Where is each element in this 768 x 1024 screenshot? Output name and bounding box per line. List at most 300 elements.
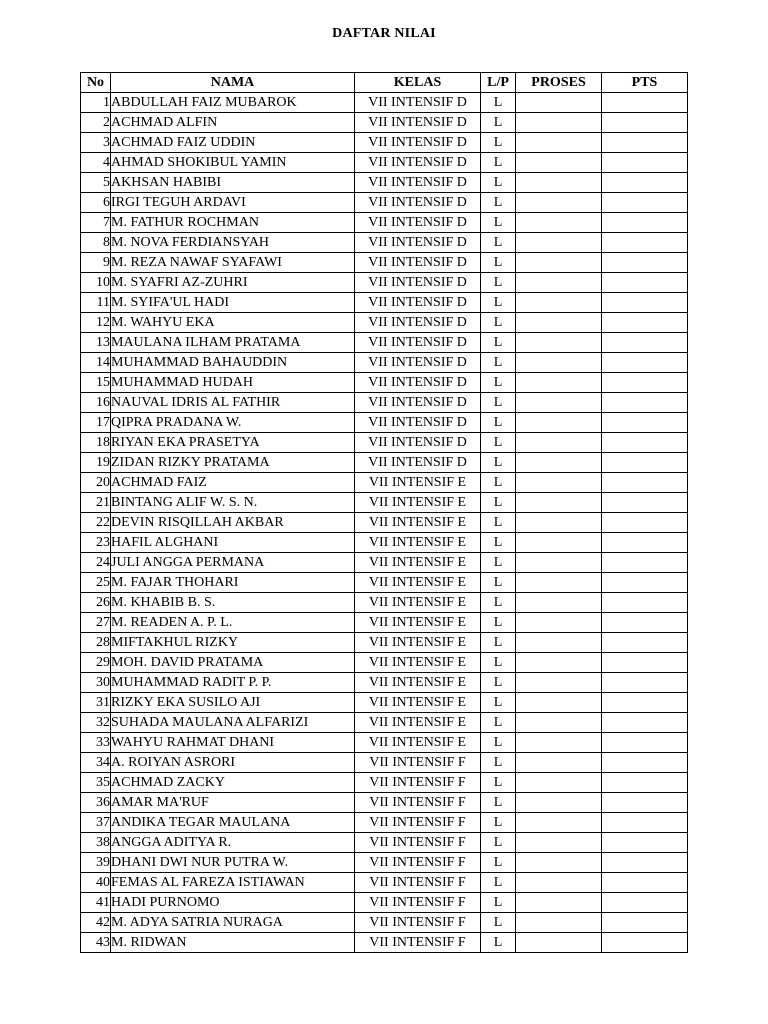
cell-kelas: VII INTENSIF E bbox=[355, 553, 481, 573]
cell-no: 26 bbox=[81, 593, 111, 613]
cell-lp: L bbox=[481, 393, 516, 413]
cell-proses bbox=[516, 693, 602, 713]
cell-pts bbox=[602, 573, 688, 593]
cell-pts bbox=[602, 613, 688, 633]
table-row bbox=[81, 313, 688, 333]
cell-lp: L bbox=[481, 773, 516, 793]
cell-proses bbox=[516, 933, 602, 953]
cell-nama: M. REZA NAWAF SYAFAWI bbox=[111, 253, 355, 273]
column-header-kelas: KELAS bbox=[355, 73, 481, 93]
cell-no: 36 bbox=[81, 793, 111, 813]
cell-pts bbox=[602, 493, 688, 513]
cell-proses bbox=[516, 813, 602, 833]
cell-nama: ACHMAD ALFIN bbox=[111, 113, 355, 133]
cell-pts bbox=[602, 673, 688, 693]
cell-no: 12 bbox=[81, 313, 111, 333]
cell-no: 31 bbox=[81, 693, 111, 713]
table-row bbox=[81, 293, 688, 313]
cell-lp: L bbox=[481, 933, 516, 953]
cell-proses bbox=[516, 113, 602, 133]
cell-proses bbox=[516, 633, 602, 653]
cell-kelas: VII INTENSIF D bbox=[355, 173, 481, 193]
column-header-proses: PROSES bbox=[516, 73, 602, 93]
cell-no: 15 bbox=[81, 373, 111, 393]
cell-kelas: VII INTENSIF D bbox=[355, 213, 481, 233]
cell-pts bbox=[602, 133, 688, 153]
cell-kelas: VII INTENSIF D bbox=[355, 333, 481, 353]
cell-nama: SUHADA MAULANA ALFARIZI bbox=[111, 713, 355, 733]
cell-pts bbox=[602, 633, 688, 653]
cell-nama: M. FAJAR THOHARI bbox=[111, 573, 355, 593]
cell-nama: A. ROIYAN ASRORI bbox=[111, 753, 355, 773]
cell-proses bbox=[516, 893, 602, 913]
column-header-lp: L/P bbox=[481, 73, 516, 93]
cell-lp: L bbox=[481, 533, 516, 553]
cell-nama: AKHSAN HABIBI bbox=[111, 173, 355, 193]
cell-proses bbox=[516, 413, 602, 433]
cell-lp: L bbox=[481, 713, 516, 733]
table-row bbox=[81, 573, 688, 593]
cell-kelas: VII INTENSIF D bbox=[355, 353, 481, 373]
cell-no: 11 bbox=[81, 293, 111, 313]
column-header-no: No bbox=[81, 73, 111, 93]
cell-pts bbox=[602, 593, 688, 613]
cell-nama: RIYAN EKA PRASETYA bbox=[111, 433, 355, 453]
cell-nama: M. KHABIB B. S. bbox=[111, 593, 355, 613]
cell-proses bbox=[516, 593, 602, 613]
cell-pts bbox=[602, 553, 688, 573]
grade-table bbox=[80, 72, 688, 953]
cell-nama: M. NOVA FERDIANSYAH bbox=[111, 233, 355, 253]
cell-lp: L bbox=[481, 193, 516, 213]
cell-no: 10 bbox=[81, 273, 111, 293]
table-row bbox=[81, 893, 688, 913]
cell-no: 41 bbox=[81, 893, 111, 913]
table-row bbox=[81, 753, 688, 773]
cell-nama: MUHAMMAD BAHAUDDIN bbox=[111, 353, 355, 373]
cell-lp: L bbox=[481, 753, 516, 773]
cell-nama: MOH. DAVID PRATAMA bbox=[111, 653, 355, 673]
cell-proses bbox=[516, 793, 602, 813]
cell-pts bbox=[602, 733, 688, 753]
cell-proses bbox=[516, 153, 602, 173]
cell-proses bbox=[516, 653, 602, 673]
cell-nama: M. SYAFRI AZ-ZUHRI bbox=[111, 273, 355, 293]
cell-nama: M. RIDWAN bbox=[111, 933, 355, 953]
cell-nama: JULI ANGGA PERMANA bbox=[111, 553, 355, 573]
cell-nama: MUHAMMAD RADIT P. P. bbox=[111, 673, 355, 693]
cell-no: 42 bbox=[81, 913, 111, 933]
cell-proses bbox=[516, 553, 602, 573]
cell-proses bbox=[516, 353, 602, 373]
cell-lp: L bbox=[481, 913, 516, 933]
cell-pts bbox=[602, 353, 688, 373]
cell-pts bbox=[602, 273, 688, 293]
cell-no: 37 bbox=[81, 813, 111, 833]
cell-kelas: VII INTENSIF D bbox=[355, 373, 481, 393]
table-row bbox=[81, 133, 688, 153]
cell-lp: L bbox=[481, 453, 516, 473]
cell-kelas: VII INTENSIF E bbox=[355, 653, 481, 673]
cell-lp: L bbox=[481, 213, 516, 233]
cell-no: 3 bbox=[81, 133, 111, 153]
cell-kelas: VII INTENSIF F bbox=[355, 753, 481, 773]
cell-kelas: VII INTENSIF D bbox=[355, 293, 481, 313]
table-row bbox=[81, 733, 688, 753]
cell-kelas: VII INTENSIF D bbox=[355, 133, 481, 153]
column-header-nama: NAMA bbox=[111, 73, 355, 93]
cell-pts bbox=[602, 213, 688, 233]
cell-kelas: VII INTENSIF E bbox=[355, 693, 481, 713]
cell-no: 8 bbox=[81, 233, 111, 253]
cell-kelas: VII INTENSIF D bbox=[355, 113, 481, 133]
cell-lp: L bbox=[481, 873, 516, 893]
cell-pts bbox=[602, 533, 688, 553]
cell-kelas: VII INTENSIF D bbox=[355, 313, 481, 333]
page-title: DAFTAR NILAI bbox=[332, 26, 436, 41]
table-row bbox=[81, 373, 688, 393]
table-row bbox=[81, 93, 688, 113]
cell-kelas: VII INTENSIF F bbox=[355, 933, 481, 953]
cell-pts bbox=[602, 113, 688, 133]
cell-pts bbox=[602, 413, 688, 433]
cell-nama: IRGI TEGUH ARDAVI bbox=[111, 193, 355, 213]
cell-no: 6 bbox=[81, 193, 111, 213]
cell-proses bbox=[516, 313, 602, 333]
cell-proses bbox=[516, 373, 602, 393]
cell-proses bbox=[516, 253, 602, 273]
cell-no: 30 bbox=[81, 673, 111, 693]
cell-no: 28 bbox=[81, 633, 111, 653]
cell-lp: L bbox=[481, 593, 516, 613]
cell-kelas: VII INTENSIF F bbox=[355, 873, 481, 893]
cell-pts bbox=[602, 513, 688, 533]
cell-proses bbox=[516, 573, 602, 593]
cell-kelas: VII INTENSIF E bbox=[355, 633, 481, 653]
cell-proses bbox=[516, 293, 602, 313]
table-row bbox=[81, 773, 688, 793]
cell-no: 1 bbox=[81, 93, 111, 113]
cell-kelas: VII INTENSIF D bbox=[355, 253, 481, 273]
cell-no: 38 bbox=[81, 833, 111, 853]
table-row bbox=[81, 233, 688, 253]
cell-lp: L bbox=[481, 173, 516, 193]
table-row bbox=[81, 793, 688, 813]
cell-pts bbox=[602, 833, 688, 853]
cell-proses bbox=[516, 233, 602, 253]
cell-no: 16 bbox=[81, 393, 111, 413]
header-row bbox=[81, 73, 688, 93]
cell-nama: ACHMAD FAIZ bbox=[111, 473, 355, 493]
cell-no: 14 bbox=[81, 353, 111, 373]
cell-nama: BINTANG ALIF W. S. N. bbox=[111, 493, 355, 513]
cell-lp: L bbox=[481, 573, 516, 593]
table-row bbox=[81, 393, 688, 413]
cell-no: 23 bbox=[81, 533, 111, 553]
cell-proses bbox=[516, 873, 602, 893]
cell-nama: ABDULLAH FAIZ MUBAROK bbox=[111, 93, 355, 113]
cell-pts bbox=[602, 793, 688, 813]
cell-lp: L bbox=[481, 653, 516, 673]
table-row bbox=[81, 273, 688, 293]
table-row bbox=[81, 513, 688, 533]
cell-nama: HADI PURNOMO bbox=[111, 893, 355, 913]
cell-proses bbox=[516, 913, 602, 933]
cell-lp: L bbox=[481, 613, 516, 633]
table-row bbox=[81, 933, 688, 953]
cell-no: 40 bbox=[81, 873, 111, 893]
cell-lp: L bbox=[481, 253, 516, 273]
cell-nama: WAHYU RAHMAT DHANI bbox=[111, 733, 355, 753]
cell-nama: M. READEN A. P. L. bbox=[111, 613, 355, 633]
cell-pts bbox=[602, 693, 688, 713]
table-row bbox=[81, 473, 688, 493]
cell-pts bbox=[602, 333, 688, 353]
cell-no: 29 bbox=[81, 653, 111, 673]
table-row bbox=[81, 353, 688, 373]
cell-pts bbox=[602, 773, 688, 793]
cell-no: 4 bbox=[81, 153, 111, 173]
cell-kelas: VII INTENSIF E bbox=[355, 733, 481, 753]
cell-pts bbox=[602, 393, 688, 413]
cell-nama: NAUVAL IDRIS AL FATHIR bbox=[111, 393, 355, 413]
cell-proses bbox=[516, 93, 602, 113]
cell-proses bbox=[516, 833, 602, 853]
cell-kelas: VII INTENSIF F bbox=[355, 893, 481, 913]
cell-kelas: VII INTENSIF D bbox=[355, 153, 481, 173]
table-row bbox=[81, 493, 688, 513]
cell-pts bbox=[602, 153, 688, 173]
cell-nama: AMAR MA'RUF bbox=[111, 793, 355, 813]
cell-no: 34 bbox=[81, 753, 111, 773]
cell-no: 7 bbox=[81, 213, 111, 233]
cell-lp: L bbox=[481, 433, 516, 453]
cell-lp: L bbox=[481, 813, 516, 833]
cell-no: 43 bbox=[81, 933, 111, 953]
cell-lp: L bbox=[481, 333, 516, 353]
cell-proses bbox=[516, 213, 602, 233]
cell-nama: DEVIN RISQILLAH AKBAR bbox=[111, 513, 355, 533]
cell-kelas: VII INTENSIF F bbox=[355, 773, 481, 793]
table-header bbox=[81, 73, 688, 93]
cell-lp: L bbox=[481, 413, 516, 433]
cell-no: 18 bbox=[81, 433, 111, 453]
cell-kelas: VII INTENSIF F bbox=[355, 813, 481, 833]
cell-proses bbox=[516, 193, 602, 213]
cell-pts bbox=[602, 913, 688, 933]
cell-kelas: VII INTENSIF E bbox=[355, 713, 481, 733]
cell-kelas: VII INTENSIF D bbox=[355, 393, 481, 413]
cell-nama: ANDIKA TEGAR MAULANA bbox=[111, 813, 355, 833]
cell-lp: L bbox=[481, 833, 516, 853]
cell-kelas: VII INTENSIF E bbox=[355, 533, 481, 553]
table-row bbox=[81, 193, 688, 213]
table-row bbox=[81, 673, 688, 693]
cell-pts bbox=[602, 433, 688, 453]
cell-no: 32 bbox=[81, 713, 111, 733]
cell-proses bbox=[516, 393, 602, 413]
cell-nama: AHMAD SHOKIBUL YAMIN bbox=[111, 153, 355, 173]
cell-lp: L bbox=[481, 693, 516, 713]
cell-kelas: VII INTENSIF F bbox=[355, 853, 481, 873]
cell-nama: M. ADYA SATRIA NURAGA bbox=[111, 913, 355, 933]
cell-kelas: VII INTENSIF D bbox=[355, 193, 481, 213]
table-row bbox=[81, 253, 688, 273]
cell-lp: L bbox=[481, 493, 516, 513]
cell-no: 9 bbox=[81, 253, 111, 273]
cell-nama: M. FATHUR ROCHMAN bbox=[111, 213, 355, 233]
cell-no: 13 bbox=[81, 333, 111, 353]
cell-lp: L bbox=[481, 673, 516, 693]
cell-proses bbox=[516, 173, 602, 193]
cell-no: 5 bbox=[81, 173, 111, 193]
cell-pts bbox=[602, 253, 688, 273]
cell-nama: DHANI DWI NUR PUTRA W. bbox=[111, 853, 355, 873]
cell-kelas: VII INTENSIF D bbox=[355, 433, 481, 453]
table-row bbox=[81, 833, 688, 853]
cell-nama: RIZKY EKA SUSILO AJI bbox=[111, 693, 355, 713]
cell-pts bbox=[602, 173, 688, 193]
cell-lp: L bbox=[481, 733, 516, 753]
cell-proses bbox=[516, 773, 602, 793]
table-row bbox=[81, 173, 688, 193]
cell-proses bbox=[516, 513, 602, 533]
cell-nama: MIFTAKHUL RIZKY bbox=[111, 633, 355, 653]
cell-proses bbox=[516, 753, 602, 773]
column-header-pts: PTS bbox=[602, 73, 688, 93]
cell-proses bbox=[516, 473, 602, 493]
cell-kelas: VII INTENSIF E bbox=[355, 593, 481, 613]
table-row bbox=[81, 553, 688, 573]
cell-no: 19 bbox=[81, 453, 111, 473]
cell-proses bbox=[516, 133, 602, 153]
cell-proses bbox=[516, 673, 602, 693]
cell-kelas: VII INTENSIF E bbox=[355, 473, 481, 493]
cell-pts bbox=[602, 93, 688, 113]
cell-lp: L bbox=[481, 373, 516, 393]
table-row bbox=[81, 613, 688, 633]
cell-lp: L bbox=[481, 853, 516, 873]
cell-lp: L bbox=[481, 133, 516, 153]
cell-pts bbox=[602, 753, 688, 773]
cell-no: 17 bbox=[81, 413, 111, 433]
cell-no: 22 bbox=[81, 513, 111, 533]
table-row bbox=[81, 873, 688, 893]
cell-no: 27 bbox=[81, 613, 111, 633]
table-row bbox=[81, 213, 688, 233]
cell-pts bbox=[602, 893, 688, 913]
cell-kelas: VII INTENSIF D bbox=[355, 273, 481, 293]
cell-lp: L bbox=[481, 553, 516, 573]
cell-lp: L bbox=[481, 293, 516, 313]
table-row bbox=[81, 693, 688, 713]
cell-lp: L bbox=[481, 313, 516, 333]
cell-lp: L bbox=[481, 353, 516, 373]
table-row bbox=[81, 533, 688, 553]
cell-lp: L bbox=[481, 893, 516, 913]
cell-kelas: VII INTENSIF F bbox=[355, 833, 481, 853]
cell-proses bbox=[516, 613, 602, 633]
cell-lp: L bbox=[481, 93, 516, 113]
cell-nama: M. SYIFA'UL HADI bbox=[111, 293, 355, 313]
cell-lp: L bbox=[481, 153, 516, 173]
cell-nama: HAFIL ALGHANI bbox=[111, 533, 355, 553]
cell-kelas: VII INTENSIF D bbox=[355, 413, 481, 433]
table-body bbox=[81, 93, 688, 953]
cell-nama: FEMAS AL FAREZA ISTIAWAN bbox=[111, 873, 355, 893]
table-row bbox=[81, 653, 688, 673]
cell-no: 39 bbox=[81, 853, 111, 873]
table-row bbox=[81, 413, 688, 433]
table-row bbox=[81, 913, 688, 933]
table-row bbox=[81, 153, 688, 173]
cell-pts bbox=[602, 293, 688, 313]
cell-pts bbox=[602, 713, 688, 733]
cell-no: 24 bbox=[81, 553, 111, 573]
cell-proses bbox=[516, 533, 602, 553]
table-row bbox=[81, 113, 688, 133]
table-row bbox=[81, 453, 688, 473]
cell-proses bbox=[516, 273, 602, 293]
cell-pts bbox=[602, 373, 688, 393]
cell-kelas: VII INTENSIF F bbox=[355, 793, 481, 813]
cell-kelas: VII INTENSIF E bbox=[355, 573, 481, 593]
cell-pts bbox=[602, 653, 688, 673]
cell-nama: ACHMAD ZACKY bbox=[111, 773, 355, 793]
table-row bbox=[81, 593, 688, 613]
cell-lp: L bbox=[481, 273, 516, 293]
cell-lp: L bbox=[481, 793, 516, 813]
cell-kelas: VII INTENSIF D bbox=[355, 233, 481, 253]
cell-no: 2 bbox=[81, 113, 111, 133]
cell-kelas: VII INTENSIF D bbox=[355, 93, 481, 113]
cell-pts bbox=[602, 853, 688, 873]
cell-proses bbox=[516, 493, 602, 513]
cell-lp: L bbox=[481, 473, 516, 493]
cell-nama: M. WAHYU EKA bbox=[111, 313, 355, 333]
table-row bbox=[81, 713, 688, 733]
cell-nama: QIPRA PRADANA W. bbox=[111, 413, 355, 433]
cell-kelas: VII INTENSIF D bbox=[355, 453, 481, 473]
cell-pts bbox=[602, 233, 688, 253]
table-row bbox=[81, 853, 688, 873]
cell-lp: L bbox=[481, 633, 516, 653]
table-row bbox=[81, 813, 688, 833]
cell-nama: ACHMAD FAIZ UDDIN bbox=[111, 133, 355, 153]
cell-lp: L bbox=[481, 513, 516, 533]
cell-no: 35 bbox=[81, 773, 111, 793]
cell-pts bbox=[602, 873, 688, 893]
cell-pts bbox=[602, 933, 688, 953]
cell-pts bbox=[602, 473, 688, 493]
cell-proses bbox=[516, 853, 602, 873]
cell-kelas: VII INTENSIF E bbox=[355, 493, 481, 513]
cell-pts bbox=[602, 193, 688, 213]
table-row bbox=[81, 333, 688, 353]
cell-nama: MUHAMMAD HUDAH bbox=[111, 373, 355, 393]
cell-proses bbox=[516, 433, 602, 453]
table-row bbox=[81, 633, 688, 653]
cell-no: 21 bbox=[81, 493, 111, 513]
cell-proses bbox=[516, 453, 602, 473]
table-row bbox=[81, 433, 688, 453]
cell-pts bbox=[602, 813, 688, 833]
cell-no: 33 bbox=[81, 733, 111, 753]
cell-kelas: VII INTENSIF E bbox=[355, 673, 481, 693]
cell-nama: MAULANA ILHAM PRATAMA bbox=[111, 333, 355, 353]
cell-pts bbox=[602, 453, 688, 473]
cell-nama: ANGGA ADITYA R. bbox=[111, 833, 355, 853]
